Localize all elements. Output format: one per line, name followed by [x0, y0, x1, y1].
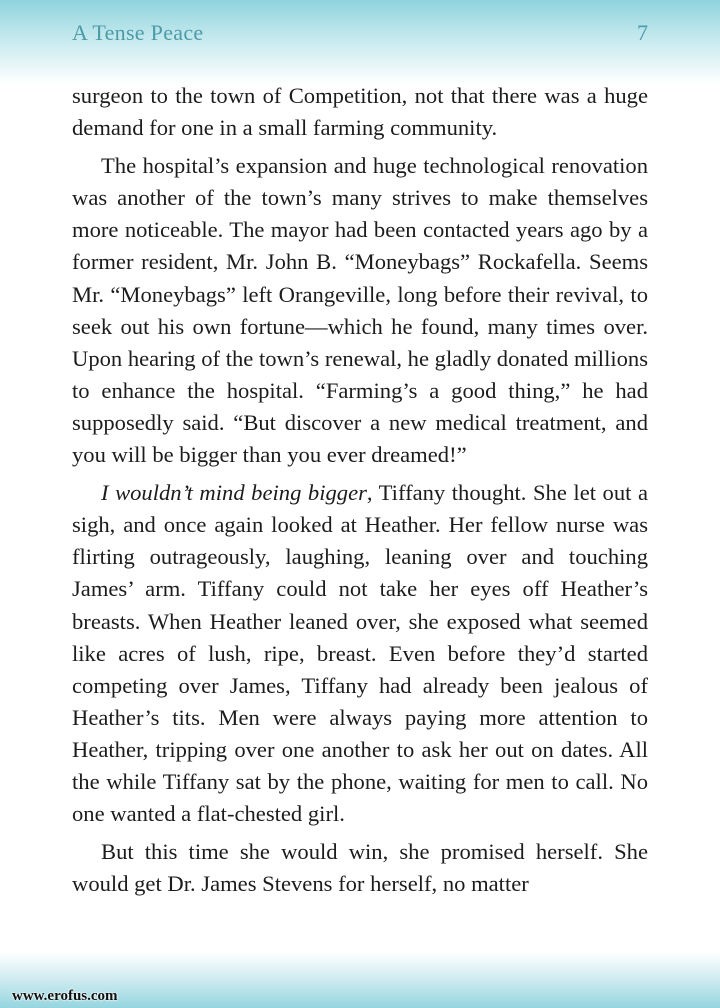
paragraph-continuation: surgeon to the town of Competition, not that there was a huge demand for one in a small farming community.	[72, 83, 648, 141]
paragraph-tiffany-rest: , Tiffany thought. She let out a sigh, and once again looked at Heather. Her fellow nurse was flirting outrageously, laughing, leaning over and touching James’ arm. Tiffany could not take her eyes off Heather’s breasts. When Heather leaned over, she exposed what seemed like acres of lush, ripe, breast. Even before they’d started competing over James, Tiffany had already been jealous of Heather’s tits. Men were always paying more attention to Heather, tripping over one another to ask her out on dates. All the while Tiffany sat by the phone, waiting for men to call. No one wanted a flat-chested girl.	[72, 480, 648, 827]
page-number: 7	[637, 20, 648, 45]
page-body	[72, 80, 648, 906]
paragraph-hospital-expansion: The hospital’s expansion and huge technological renovation was another of the town’s many strives to make themselves more noticeable. The mayor had been contacted years ago by a former resident, Mr. John B. “Moneybags” Rockafella. Seems Mr. “Moneybags” left Orangeville, long before their revival, to seek out his own fortune—which he found, many times over. Upon hearing of the town’s renewal, he gladly donated millions to enhance the hospital. “Farming’s a good thing,” he had supposedly said. “But discover a new medical treatment, and you will be bigger than you ever dreamed!”	[72, 153, 649, 468]
paragraph-promise: But this time she would win, she promised herself. She would get Dr. James Stevens for herself, no matter	[72, 839, 648, 897]
site-watermark[interactable]: www.erofus.com	[12, 988, 118, 1004]
italic-thought: I wouldn’t mind being bigger	[101, 480, 367, 506]
running-header	[72, 18, 648, 48]
running-head-title: A Tense Peace	[72, 20, 204, 45]
paragraph-tiffany-thoughts	[72, 477, 648, 830]
